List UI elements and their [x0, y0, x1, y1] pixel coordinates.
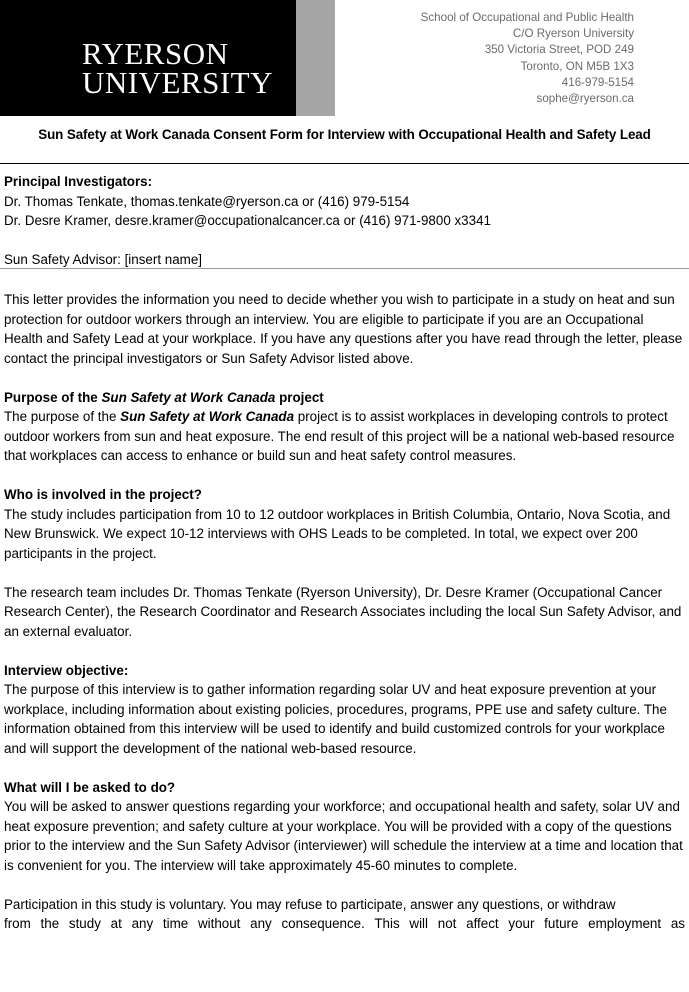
- research-team-paragraph: The research team includes Dr. Thomas Tenkate (Ryerson University), Dr. Desre Kramer (Occupational Cancer Research Center), the Research Coordinator and Research Associates including the local Sun Safety Advisor, and an external evaluator.: [4, 584, 682, 639]
- address-line: School of Occupational and Public Health: [420, 11, 634, 24]
- involved-section: [4, 485, 685, 563]
- address-email: sophe@ryerson.ca: [536, 92, 634, 106]
- objective-section: [4, 661, 685, 759]
- address-line: C/O Ryerson University: [512, 27, 634, 41]
- objective-text: The purpose of this interview is to gather information regarding solar UV and heat exposure prevention at your workplace, including information about existing policies, procedures, programs, PPE use and safety culture. The information obtained from this interview will be used to identify and build customized controls for your workplace and will support the development of the national web-based resource.: [4, 682, 667, 756]
- form-title: Sun Safety at Work Canada Consent Form for Interview with Occupational Health and Safety Lead: [38, 127, 651, 142]
- voluntary-line: Participation in this study is voluntary. You may refuse to participate, answer any questions, or withdraw: [4, 896, 616, 912]
- investigators-box: [0, 163, 689, 269]
- sun-safety-advisor: Sun Safety Advisor: [insert name]: [4, 252, 202, 267]
- asked-section: [4, 778, 685, 876]
- purpose-section: [4, 388, 685, 466]
- intro-paragraph: This letter provides the information you need to decide whether you wish to participate in a study on heat and sun protection for outdoor workers through an interview. You are eligible to participate if you are an Occupational Health and Safety Lead at your workplace. If you have any questions after you have read through the letter, please contact the principal investigators or Sun Safety Advisor listed above.: [4, 292, 683, 366]
- purpose-text: The purpose of the Sun Safety at Work Canada project is to assist workplaces in developing controls to protect outdoor workers from sun and heat exposure. The end result of this project will be a national web-based resource that workplaces can access to enhance or build sun and heat safety control measures.: [4, 409, 675, 463]
- purpose-heading: Purpose of the Sun Safety at Work Canada project: [4, 389, 324, 405]
- address-block: [421, 10, 634, 107]
- logo-line-1: RYERSON: [82, 36, 229, 71]
- voluntary-line: from the study at any time without any consequence. This will not affect your future employment as: [4, 916, 685, 931]
- objective-heading: Interview objective:: [4, 662, 129, 678]
- voluntary-paragraph: [4, 895, 685, 934]
- asked-text: You will be asked to answer questions regarding your workforce; and occupational health and safety, solar UV and heat exposure prevention; and safety culture at your workplace. You will be provided with a copy of the questions prior to the interview and the Sun Safety Advisor (interviewer) will schedule the interview at a time and location that is convenient for you. The interview will take approximately 45-60 minutes to complete.: [4, 799, 683, 873]
- asked-heading: What will I be asked to do?: [4, 779, 176, 795]
- university-logo: [0, 0, 296, 116]
- logo-line-2: UNIVERSITY: [82, 65, 273, 100]
- investigator-line: Dr. Thomas Tenkate, thomas.tenkate@ryerson.ca or (416) 979-5154: [4, 193, 410, 209]
- investigators-heading: Principal Investigators:: [4, 174, 153, 189]
- involved-text: The study includes participation from 10 to 12 outdoor workplaces in British Columbia, Ontario, Nova Scotia, and New Brunswick. We expect 10-12 interviews with OHS Leads to be completed. In total, we expect over 200 participants in the project.: [4, 506, 671, 561]
- investigator-line: Dr. Desre Kramer, desre.kramer@occupationalcancer.ca or (416) 971-9800 x3341: [4, 213, 491, 228]
- involved-heading: Who is involved in the project?: [4, 487, 202, 502]
- address-phone: 416-979-5154: [561, 75, 634, 89]
- letter-body: [4, 290, 685, 934]
- logo-accent-bar: [296, 0, 335, 116]
- address-line: Toronto, ON M5B 1X3: [520, 59, 634, 73]
- address-line: 350 Victoria Street, POD 249: [484, 43, 634, 57]
